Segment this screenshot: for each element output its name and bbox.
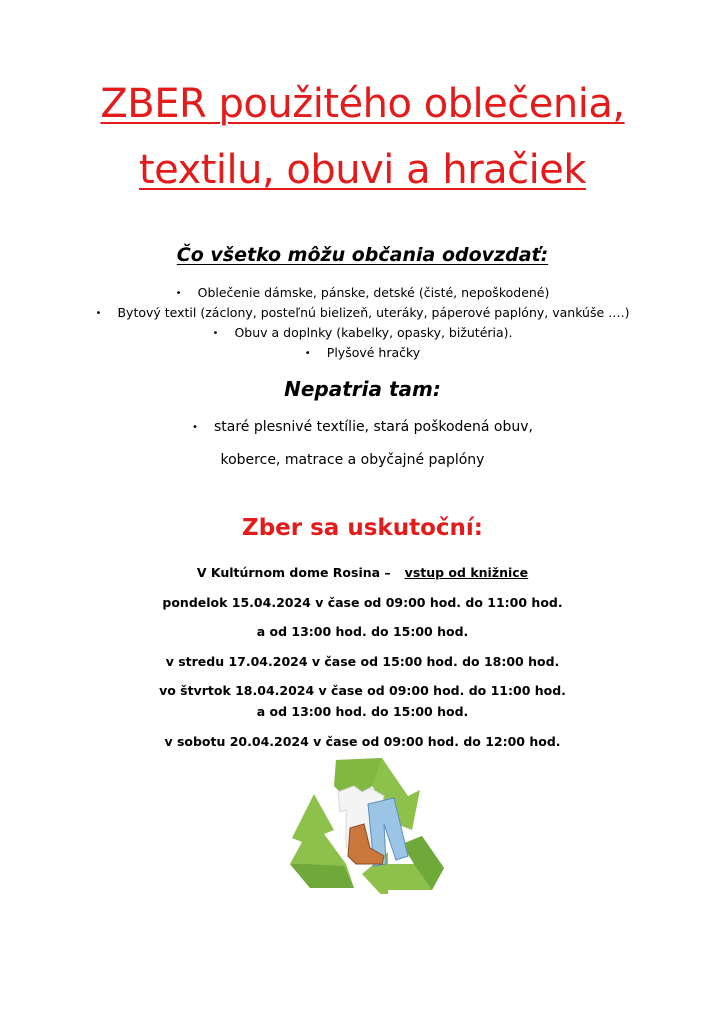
list-item: • staré plesnivé textílie, stará poškodená obuv, — [0, 416, 725, 438]
entrance-text: vstup od knižnice — [404, 565, 529, 580]
list-item: • Bytový textil (záclony, posteľnú bielizeň, uteráky, páperové paplóny, vankúše ….) — [0, 303, 725, 323]
schedule-line: v stredu 17.04.2024 v čase od 15:00 hod. do 18:00 hod. — [165, 654, 560, 669]
reject-heading: Nepatria tam: — [284, 377, 441, 401]
title-line-1: ZBER použitého oblečenia, — [100, 81, 625, 127]
schedule-line: pondelok 15.04.2024 v čase od 09:00 hod. do 11:00 hod. — [162, 595, 563, 610]
venue-text: V Kultúrnom dome Rosina – — [196, 565, 391, 580]
accept-heading: Čo všetko môžu občania odovzdať: — [176, 244, 549, 266]
reject-continuation: koberce, matrace a obyčajné paplóny — [220, 452, 485, 468]
accept-list — [0, 283, 725, 363]
bullet-icon: • — [191, 422, 198, 433]
schedule-line: a od 13:00 hod. do 15:00 hod. — [256, 704, 469, 719]
schedule-line: vo štvrtok 18.04.2024 v čase od 09:00 hod. do 11:00 hod. — [159, 683, 566, 698]
collection-heading: Zber sa uskutoční: — [242, 515, 483, 541]
list-item: • Oblečenie dámske, pánske, detské (čisté, nepoškodené) — [0, 283, 725, 303]
bullet-icon: • — [175, 288, 182, 299]
bullet-icon: • — [304, 348, 311, 359]
title-line-2: textilu, obuvi a hračiek — [138, 147, 587, 193]
venue-line — [0, 565, 725, 580]
schedule-line: v sobotu 20.04.2024 v čase od 09:00 hod. do 12:00 hod. — [164, 734, 561, 749]
list-item: • Plyšové hračky — [0, 343, 725, 363]
reject-list — [0, 416, 725, 438]
list-item: • Obuv a doplnky (kabelky, opasky, bižutéria). — [0, 323, 725, 343]
bullet-icon: • — [95, 308, 102, 319]
schedule-line: a od 13:00 hod. do 15:00 hod. — [256, 624, 469, 639]
bullet-icon: • — [212, 328, 219, 339]
recycle-clothing-icon — [284, 752, 448, 894]
